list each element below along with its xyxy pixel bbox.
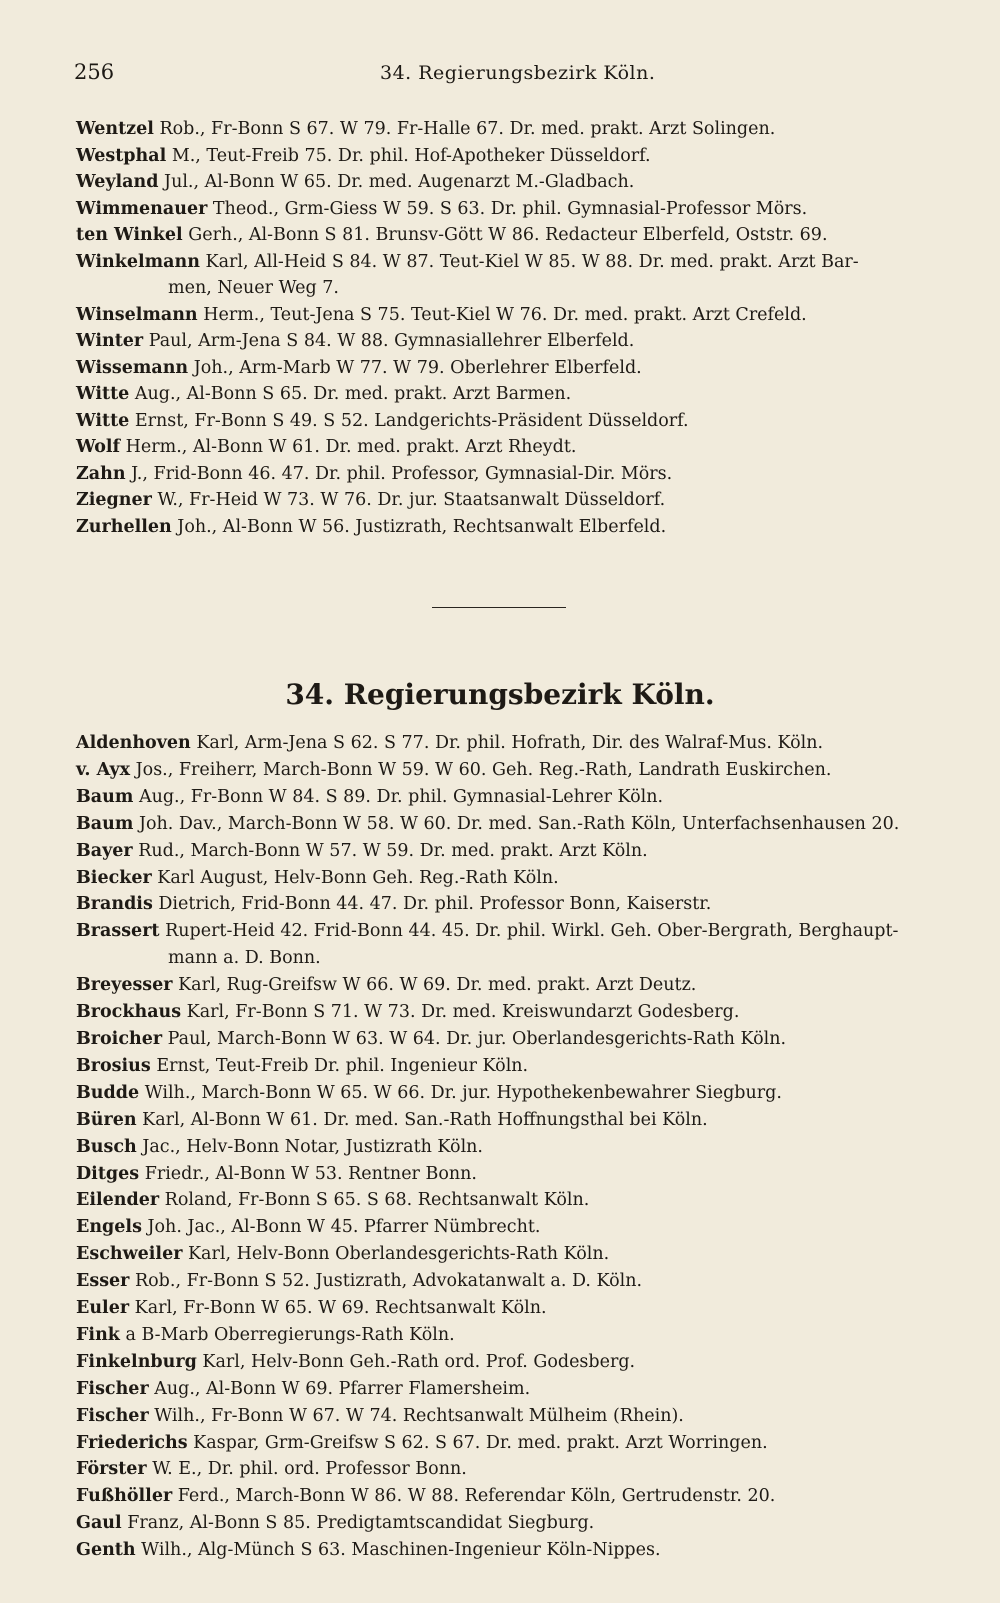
directory-entry: [0, 838, 1000, 865]
entry-details: Karl August, Helv-Bonn Geh. Reg.-Rath Köln.: [151, 867, 559, 888]
entry-details: Karl, Fr-Bonn S 71. W 73. Dr. med. Kreiswundarzt Godesberg.: [181, 1002, 740, 1023]
entry-details: Rob., Fr-Bonn S 52. Justizrath, Advokatanwalt a. D. Köln.: [129, 1271, 643, 1292]
entry-details: men, Neuer Weg 7.: [168, 278, 339, 298]
directory-entry: [0, 1349, 1000, 1376]
entry-details: Franz, Al-Bonn S 85. Predigtamtscandidat Siegburg.: [121, 1513, 595, 1534]
entry-details: Wilh., March-Bonn W 65. W 66. Dr. jur. Hypothekenbewahrer Siegburg.: [139, 1082, 782, 1103]
entry-surname: Ditges: [76, 1163, 140, 1184]
entry-surname: Esser: [76, 1271, 130, 1292]
directory-entry: [0, 1080, 1000, 1107]
page-number: 256: [74, 60, 115, 84]
entry-details: Rupert-Heid 42. Frid-Bonn 44. 45. Dr. phil. Wirkl. Geh. Ober-Bergrath, Berghaupt-: [159, 921, 899, 942]
section-divider: [432, 607, 566, 608]
directory-entry: [0, 1403, 1000, 1430]
entry-details: Jos., Freiherr, March-Bonn W 59. W 60. Geh. Reg.-Rath, Landrath Euskirchen.: [130, 759, 832, 780]
entry-surname: Broicher: [76, 1028, 163, 1049]
entry-details: W. E., Dr. phil. ord. Professor Bonn.: [146, 1459, 467, 1480]
entry-details: J., Frid-Bonn 46. 47. Dr. phil. Professor, Gymnasial-Dir. Mörs.: [125, 463, 673, 484]
entry-surname: Brockhaus: [76, 1002, 182, 1023]
directory-entry: [0, 757, 1000, 784]
entry-details: Karl, Al-Bonn W 61. Dr. med. San.-Rath Hoffnungsthal bei Köln.: [136, 1109, 708, 1130]
entry-surname: Brandis: [76, 894, 153, 915]
directory-entry: [0, 1214, 1000, 1241]
directory-entry: [0, 1295, 1000, 1322]
entry-details: Herm., Al-Bonn W 61. Dr. med. prakt. Arzt Rheydt.: [120, 437, 577, 457]
entry-details: Joh., Al-Bonn W 56. Justizrath, Rechtsanwalt Elberfeld.: [171, 516, 667, 537]
entry-details: Dietrich, Frid-Bonn 44. 47. Dr. phil. Professor Bonn, Kaiserstr.: [152, 894, 712, 915]
directory-entry: [0, 1053, 1000, 1080]
entry-details: W., Fr-Heid W 73. W 76. Dr. jur. Staatsanwalt Düsseldorf.: [151, 490, 666, 510]
directory-entry: [0, 1268, 1000, 1295]
directory-entry: [0, 1241, 1000, 1268]
directory-entry: [0, 972, 1000, 999]
entry-surname: Friederichs: [76, 1432, 188, 1453]
entry-surname: Fink: [76, 1324, 120, 1345]
directory-entry: [0, 116, 1000, 143]
directory-entry: [0, 865, 1000, 892]
directory-entry: [0, 381, 1000, 408]
directory-entry: [0, 1187, 1000, 1214]
entry-details: Jul., Al-Bonn W 65. Dr. med. Augenarzt M.-Gladbach.: [158, 172, 635, 192]
entry-list-koeln: [0, 730, 1000, 1564]
running-head: [0, 60, 1000, 94]
directory-entry: [0, 1161, 1000, 1188]
directory-entry: [0, 918, 1000, 945]
entry-details: mann a. D. Bonn.: [168, 948, 321, 969]
entry-details: Aug., Al-Bonn W 69. Pfarrer Flamersheim.: [148, 1378, 531, 1399]
directory-entry: [0, 1134, 1000, 1161]
entry-details: Ernst, Teut-Freib Dr. phil. Ingenieur Köln.: [150, 1055, 529, 1076]
entry-surname: Witte: [76, 384, 130, 404]
entry-details: Paul, Arm-Jena S 84. W 88. Gymnasiallehrer Elberfeld.: [143, 331, 635, 351]
directory-entry: [0, 408, 1000, 435]
entry-details: Karl, Arm-Jena S 62. S 77. Dr. phil. Hofrath, Dir. des Walraf-Mus. Köln.: [190, 733, 824, 753]
entry-details: Ernst, Fr-Bonn S 49. S 52. Landgerichts-Präsident Düsseldorf.: [129, 410, 689, 431]
entry-surname: Büren: [76, 1109, 137, 1130]
entry-details: Kaspar, Grm-Greifsw S 62. S 67. Dr. med. prakt. Arzt Worringen.: [187, 1432, 768, 1453]
directory-entry: [0, 355, 1000, 382]
directory-entry: [0, 249, 1000, 276]
directory-entry: [0, 1026, 1000, 1053]
entry-surname: Fischer: [76, 1378, 149, 1399]
entry-details: Karl, Rug-Greifsw W 66. W 69. Dr. med. prakt. Arzt Deutz.: [172, 975, 697, 996]
entry-details: Gerh., Al-Bonn S 81. Brunsv-Gött W 86. Redacteur Elberfeld, Oststr. 69.: [182, 225, 828, 245]
directory-entry: [0, 999, 1000, 1026]
entry-surname: ten Winkel: [76, 225, 183, 245]
directory-entry: [0, 487, 1000, 514]
entry-surname: Fischer: [76, 1405, 149, 1426]
entry-details: Friedr., Al-Bonn W 53. Rentner Bonn.: [139, 1163, 477, 1184]
directory-entry: [0, 1483, 1000, 1510]
entry-surname: Brosius: [76, 1055, 151, 1076]
directory-entry: [0, 784, 1000, 811]
entry-surname: Baum: [76, 786, 134, 807]
directory-entry: [0, 222, 1000, 249]
entry-surname: Aldenhoven: [76, 733, 191, 753]
entry-details: Aug., Fr-Bonn W 84. S 89. Dr. phil. Gymnasial-Lehrer Köln.: [133, 786, 664, 807]
directory-entry: [0, 461, 1000, 488]
entry-surname: Wentzel: [76, 119, 154, 139]
directory-entry: [0, 328, 1000, 355]
entry-surname: Baum: [76, 813, 134, 834]
entry-details: Aug., Al-Bonn S 65. Dr. med. prakt. Arzt Barmen.: [129, 384, 572, 404]
entry-surname: Förster: [76, 1459, 147, 1480]
entry-surname: Zurhellen: [76, 516, 172, 537]
entry-surname: Genth: [76, 1540, 136, 1561]
running-title: 34. Regierungsbezirk Köln.: [380, 62, 656, 84]
directory-entry: [0, 434, 1000, 461]
directory-entry: [0, 1510, 1000, 1537]
directory-entry: [0, 891, 1000, 918]
entry-details: Karl, Helv-Bonn Geh.-Rath ord. Prof. Godesberg.: [196, 1351, 636, 1372]
directory-entry: [0, 169, 1000, 196]
entry-surname: Wolf: [76, 437, 121, 457]
entry-surname: Euler: [76, 1298, 130, 1319]
entry-details: Wilh., Fr-Bonn W 67. W 74. Rechtsanwalt Mülheim (Rhein).: [148, 1405, 684, 1426]
entry-surname: Engels: [76, 1217, 142, 1238]
entry-surname: Finkelnburg: [76, 1351, 197, 1372]
entry-surname: Biecker: [76, 867, 152, 888]
entry-details: M., Teut-Freib 75. Dr. phil. Hof-Apotheker Düsseldorf.: [166, 145, 651, 166]
entry-surname: Fußhöller: [76, 1486, 173, 1507]
entry-surname: Eilender: [76, 1190, 160, 1211]
entry-details: Joh. Dav., March-Bonn W 58. W 60. Dr. med. San.-Rath Köln, Unterfachsenhausen 20.: [133, 813, 900, 834]
entry-continuation-line: [0, 945, 1000, 972]
entry-details: Herm., Teut-Jena S 75. Teut-Kiel W 76. Dr. med. prakt. Arzt Crefeld.: [197, 304, 807, 325]
directory-entry: [0, 302, 1000, 329]
entry-surname: Zahn: [76, 463, 126, 484]
entry-details: Ferd., March-Bonn W 86. W 88. Referendar Köln, Gertrudenstr. 20.: [172, 1486, 776, 1507]
directory-entry: [0, 143, 1000, 170]
entry-surname: Ziegner: [76, 490, 152, 510]
entry-surname: Busch: [76, 1136, 137, 1157]
entry-details: Rud., March-Bonn W 57. W 59. Dr. med. prakt. Arzt Köln.: [132, 840, 648, 861]
section-heading: 34. Regierungsbezirk Köln.: [285, 678, 715, 711]
entry-details: Jac., Helv-Bonn Notar, Justizrath Köln.: [136, 1136, 483, 1157]
entry-surname: Witte: [76, 410, 130, 431]
entry-surname: Wimmenauer: [76, 198, 208, 219]
entry-surname: Bayer: [76, 840, 133, 861]
entry-details: Wilh., Alg-Münch S 63. Maschinen-Ingenieur Köln-Nippes.: [135, 1540, 661, 1561]
directory-entry: [0, 196, 1000, 223]
entry-surname: Winselmann: [76, 304, 198, 325]
directory-entry: [0, 1376, 1000, 1403]
directory-entry: [0, 811, 1000, 838]
entry-details: Roland, Fr-Bonn S 65. S 68. Rechtsanwalt Köln.: [159, 1190, 590, 1211]
entry-surname: Winkelmann: [76, 251, 200, 272]
entry-surname: Winter: [76, 331, 144, 351]
directory-entry: [0, 1107, 1000, 1134]
entry-details: Joh. Jac., Al-Bonn W 45. Pfarrer Nümbrecht.: [141, 1217, 541, 1238]
directory-entry: [0, 730, 1000, 757]
entry-surname: Westphal: [76, 145, 167, 166]
entry-details: Karl, Helv-Bonn Oberlandesgerichts-Rath Köln.: [182, 1244, 610, 1265]
entry-details: Rob., Fr-Bonn S 67. W 79. Fr-Halle 67. Dr. med. prakt. Arzt Solingen.: [153, 119, 776, 139]
entry-surname: Brassert: [76, 921, 160, 942]
entry-surname: Budde: [76, 1082, 140, 1103]
entry-surname: Eschweiler: [76, 1244, 183, 1265]
entry-details: Joh., Arm-Marb W 77. W 79. Oberlehrer Elberfeld.: [188, 357, 642, 378]
entry-continuation-line: [0, 275, 1000, 302]
entry-details: Karl, All-Heid S 84. W 87. Teut-Kiel W 85. W 88. Dr. med. prakt. Arzt Bar-: [199, 251, 859, 272]
directory-entry: [0, 1456, 1000, 1483]
entry-details: Theod., Grm-Giess W 59. S 63. Dr. phil. Gymnasial-Professor Mörs.: [207, 198, 808, 219]
directory-entry: [0, 1537, 1000, 1564]
entry-list-previous-section: [0, 116, 1000, 540]
entry-details: a B-Marb Oberregierungs-Rath Köln.: [119, 1324, 455, 1345]
entry-surname: v. Ayx: [76, 759, 131, 780]
entry-surname: Weyland: [76, 172, 159, 192]
entry-surname: Gaul: [76, 1513, 122, 1534]
entry-surname: Breyesser: [76, 975, 173, 996]
entry-details: Karl, Fr-Bonn W 65. W 69. Rechtsanwalt Köln.: [129, 1298, 547, 1319]
entry-surname: Wissemann: [76, 357, 189, 378]
directory-entry: [0, 514, 1000, 541]
entry-details: Paul, March-Bonn W 63. W 64. Dr. jur. Oberlandesgerichts-Rath Köln.: [162, 1028, 787, 1049]
directory-entry: [0, 1322, 1000, 1349]
directory-entry: [0, 1430, 1000, 1457]
